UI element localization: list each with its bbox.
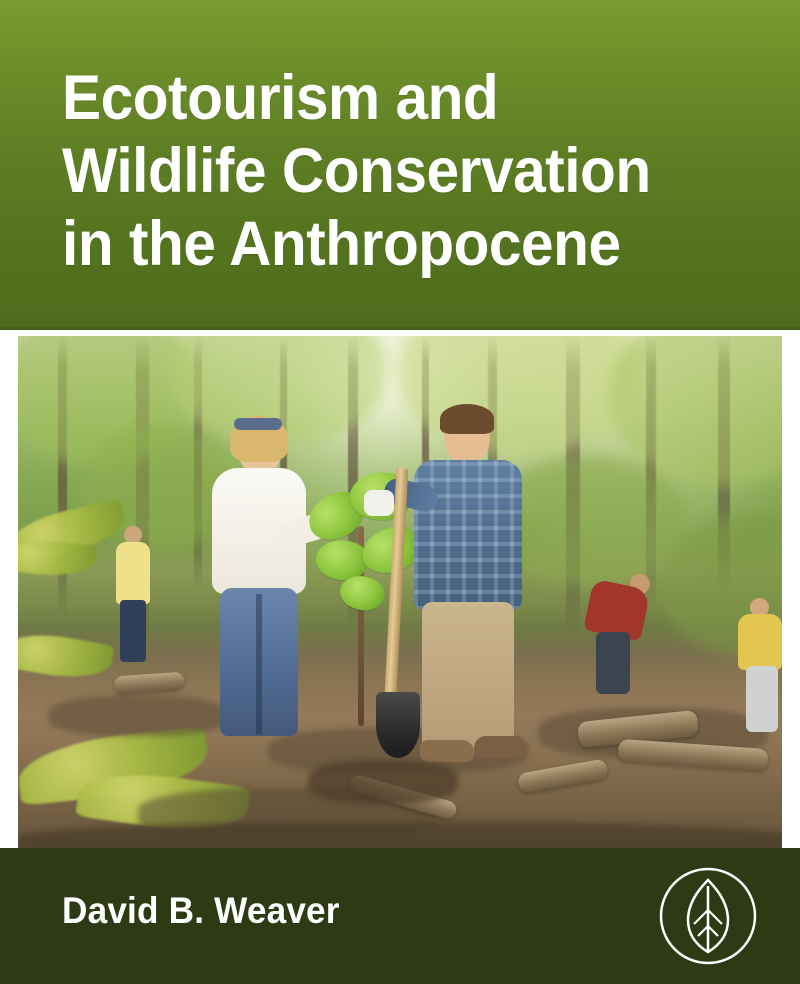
person-boot [420, 740, 474, 762]
cover-photo-scene [18, 336, 782, 848]
title-line-3: in the Anthropocene [62, 209, 621, 280]
person-legs [746, 666, 778, 732]
person-trousers [422, 602, 514, 750]
person-torso [738, 614, 782, 670]
jeans-seam [256, 594, 262, 734]
person-legs [596, 632, 630, 694]
author-name: David B. Weaver [62, 890, 340, 931]
ground-litter [18, 822, 782, 848]
soil-mound [308, 760, 458, 804]
background-volunteer [578, 560, 658, 700]
background-volunteer [110, 526, 156, 666]
shovel-blade [376, 692, 420, 758]
academic-press-logo-icon [658, 866, 758, 966]
person-plaid-shirt [414, 460, 522, 610]
page-title [62, 62, 713, 281]
person-glove [364, 490, 394, 516]
person-legs [120, 600, 146, 662]
fallen-log [113, 672, 184, 695]
title-line-1: Ecotourism and [62, 63, 499, 133]
title-band [0, 0, 800, 330]
background-volunteer [724, 592, 782, 742]
author-band [0, 848, 800, 984]
person-hair [440, 404, 494, 434]
cover-photo [18, 336, 782, 848]
title-line-2: Wildlife Conservation [62, 136, 651, 207]
volunteer-man [408, 410, 538, 770]
person-torso [116, 542, 150, 604]
person-headband [234, 418, 282, 430]
volunteer-woman [200, 422, 310, 752]
person-boot [474, 736, 524, 758]
